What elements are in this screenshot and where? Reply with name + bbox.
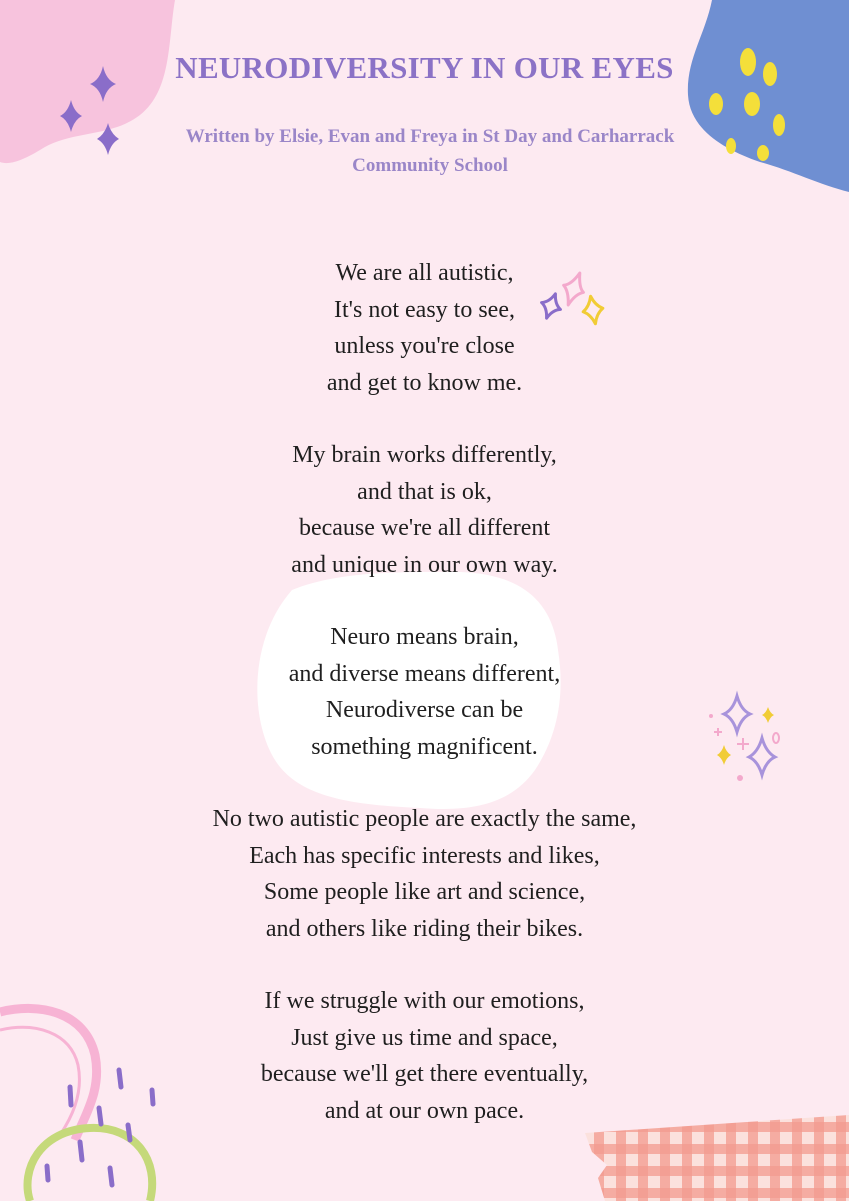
poem-line: It's not easy to see, (334, 296, 515, 323)
poem-line: and others like riding their bikes. (265, 915, 584, 942)
poem-line: Neuro means brain, (330, 624, 519, 650)
poem-line: and at our own pace. (324, 1097, 525, 1124)
poem-line: because we'll get there eventually, (260, 1061, 589, 1087)
poem-line: Neurodiverse can be (325, 697, 524, 723)
poem-line: and diverse means different, (288, 660, 561, 687)
poem-line: something magnificent. (311, 733, 538, 760)
poem-line: and that is ok, (357, 478, 492, 505)
stanza (0, 255, 849, 401)
poem-line: and get to know me. (326, 369, 523, 396)
poem-line: unless you're close (334, 333, 515, 359)
poem-line: My brain works differently, (292, 442, 557, 468)
poem-body (0, 255, 849, 1165)
poem-line: We are all autistic, (335, 260, 514, 286)
stanza (0, 983, 849, 1129)
stanza (0, 619, 849, 765)
page-title: NEURODIVERSITY IN OUR EYES (175, 50, 674, 85)
poem-line: Just give us time and space, (291, 1024, 558, 1051)
poem-line: If we struggle with our emotions, (264, 988, 585, 1014)
stanza (0, 437, 849, 583)
stanza (0, 801, 849, 947)
poem-line: Each has specific interests and likes, (249, 842, 600, 869)
poem-authors: Written by Elsie, Evan and Freya in St Day and Carharrack Community School (185, 126, 675, 176)
poem-line: No two autistic people are exactly the same, (212, 806, 637, 832)
poem-line: because we're all different (298, 515, 551, 541)
poem-line: and unique in our own way. (291, 551, 558, 578)
poem-line: Some people like art and science, (263, 879, 586, 905)
